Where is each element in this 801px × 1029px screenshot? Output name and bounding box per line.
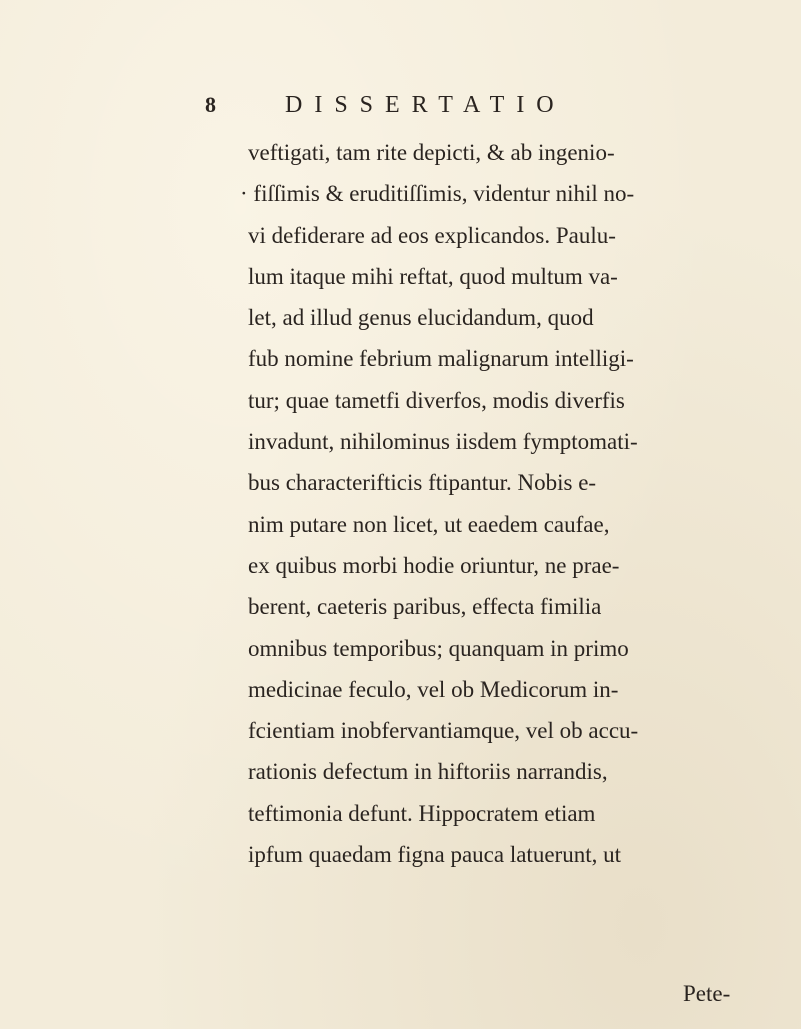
text-line: omnibus temporibus; quanquam in primo [248,635,629,661]
text-line: let, ad illud genus elucidandum, quod [248,305,594,331]
text-line: nim putare non licet, ut eaedem caufae, [248,511,610,537]
page-header [205,92,585,122]
text-line: ipfum quaedam figna pauca latuerunt, ut [248,842,621,868]
text-line: bus characterifticis ftipantur. Nobis e- [248,470,597,496]
text-line: medicinae feculo, vel ob Medicorum in- [248,676,619,702]
text-line: fcientiam inobfervantiamque, vel ob accu- [248,718,639,744]
text-line: vi defiderare ad eos explicandos. Paulu- [248,222,616,248]
page-number: 8 [205,92,216,117]
catchword: Pete- [683,981,731,1006]
text-line: tur; quae tametfi diverfos, modis diverfis [248,387,625,413]
text-line: fub nomine febrium malignarum intelligi- [248,346,634,372]
body-text [240,132,768,875]
text-line: berent, caeteris paribus, effecta fimilia [248,594,602,620]
running-head: DISSERTATIO [285,92,566,118]
text-line: invadunt, nihilominus iisdem fymptomati- [248,429,638,455]
text-line: ex quibus morbi hodie oriuntur, ne prae- [248,552,620,578]
text-line: veftigati, tam rite depicti, & ab ingenio- [248,140,615,165]
text-line: · fiſſimis & eruditiſſimis, videntur nihil no- [240,181,635,207]
text-line: lum itaque mihi reftat, quod multum va- [248,263,618,289]
text-line: rationis defectum in hiftoriis narrandis, [248,759,608,785]
text-line: teftimonia defunt. Hippocratem etiam [248,800,596,826]
